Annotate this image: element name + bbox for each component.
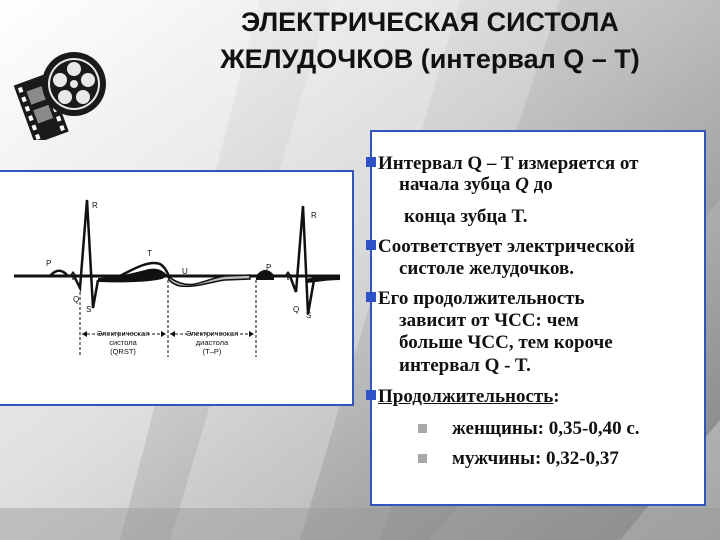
label-r2: R [311, 211, 317, 220]
p3-line-2: зависит от ЧСС: чем [399, 310, 579, 331]
label-p2: P [266, 263, 272, 272]
p1-line-2 [399, 174, 553, 195]
slide-title [150, 4, 710, 78]
label-q2: Q [293, 305, 300, 314]
p3-line-1: Его продолжительность [378, 288, 585, 309]
label-s2: S [306, 311, 312, 320]
paragraph-marker-4 [366, 390, 376, 400]
label-t: T [147, 249, 152, 258]
p4-line-1 [378, 386, 560, 407]
diastole-caption-2: диастола [195, 338, 229, 347]
diastole-caption-3: (T–P) [202, 347, 222, 356]
systole-caption-3: (QRST) [110, 347, 136, 356]
ecg-trace-complex-2 [275, 206, 314, 314]
label-q1: Q [73, 295, 80, 304]
systole-caption-2: систола [109, 338, 137, 347]
ecg-diagram [0, 172, 352, 404]
bullet-square-2 [418, 454, 427, 463]
p3-line-3: больше ЧСС, тем короче [399, 332, 613, 353]
ecg-diagram-panel [0, 170, 354, 406]
film-reel-icon [10, 40, 110, 140]
ecg-trace-complex-1 [14, 200, 98, 308]
paragraph-marker-3 [366, 292, 376, 302]
systole-caption-1: Электрическая [96, 329, 150, 338]
p1-line-2-c: до [528, 174, 553, 195]
p1-line-3: конца зубца T. [404, 206, 528, 227]
p1-line-2-a: начала зубца [399, 174, 516, 195]
duration-label: Продолжительность [378, 386, 554, 407]
label-u: U [182, 267, 188, 276]
title-line-2: ЖЕЛУДОЧКОВ (интервал Q – T) [220, 44, 640, 74]
paragraph-marker-2 [366, 240, 376, 250]
label-r1: R [92, 201, 98, 210]
p2-line-1: Соответствует электрической [378, 236, 635, 257]
p1-line-1: Интервал Q – T измеряется от [378, 153, 639, 174]
p2-line-2: систоле желудочков. [399, 258, 574, 279]
duration-colon: : [553, 386, 560, 407]
p3-line-4: интервал Q - T. [399, 355, 531, 376]
label-s1: S [86, 305, 92, 314]
diastole-caption-1: Электрическая [185, 329, 239, 338]
bullet-square-1 [418, 424, 427, 433]
bullet-men: мужчины: 0,32-0,37 [452, 448, 619, 469]
title-line-1: ЭЛЕКТРИЧЕСКАЯ СИСТОЛА [241, 7, 619, 37]
bullet-women: женщины: 0,35-0,40 с. [452, 418, 640, 439]
label-p1: P [46, 259, 52, 268]
p1-line-2-q: Q [515, 174, 529, 195]
paragraph-marker-1 [366, 157, 376, 167]
